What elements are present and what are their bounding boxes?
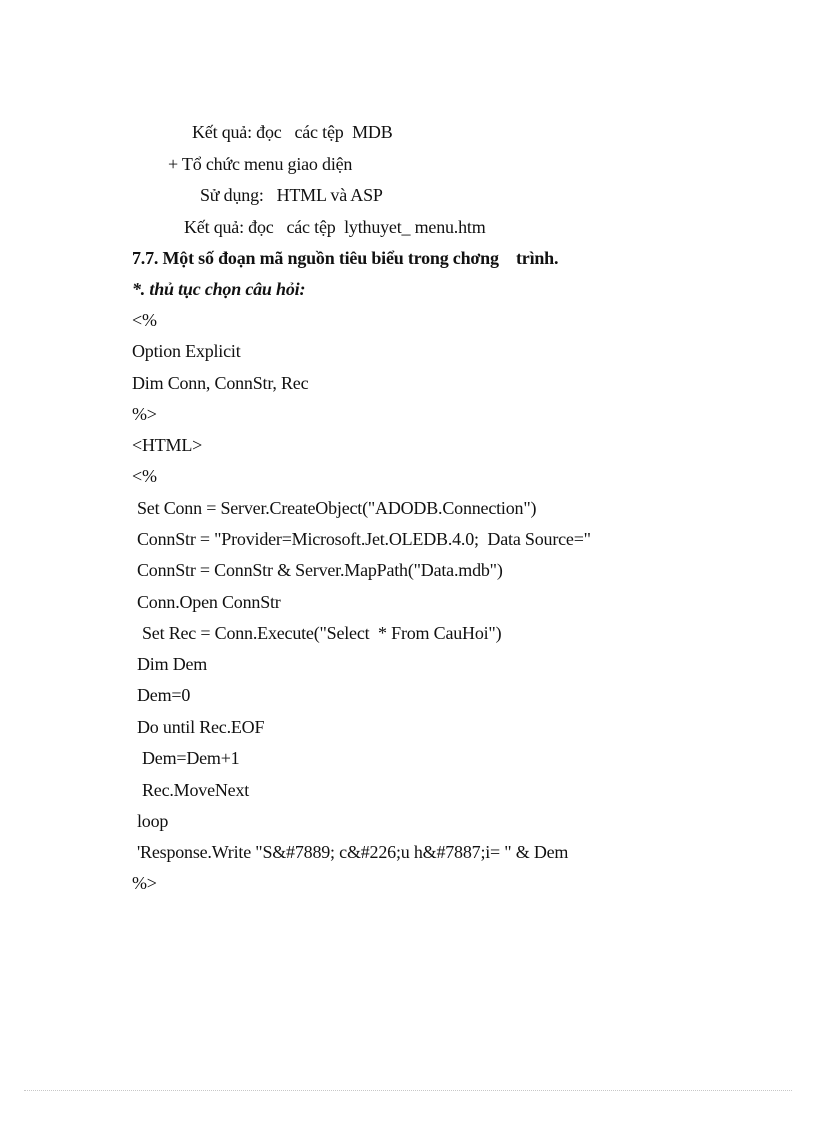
- code-line: Set Rec = Conn.Execute("Select * From CauHoi"): [142, 623, 502, 643]
- code-line: <%: [132, 310, 157, 330]
- result-line-menu: Kết quả: đọc các tệp lythuyet_ menu.htm: [184, 217, 486, 237]
- code-line: <%: [132, 466, 157, 486]
- code-line: Do until Rec.EOF: [137, 717, 265, 737]
- code-line: Dem=Dem+1: [142, 748, 240, 768]
- usage-line: Sử dụng: HTML và ASP: [200, 185, 383, 205]
- code-line: Dim Dem: [137, 654, 208, 674]
- code-line: Dem=0: [137, 685, 191, 705]
- code-line: Dim Conn, ConnStr, Rec: [132, 373, 309, 393]
- code-line: Rec.MoveNext: [142, 780, 250, 800]
- footer-divider: [24, 1090, 792, 1091]
- section-heading: 7.7. Một số đoạn mã nguồn tiêu biểu trong chơng trình.: [132, 248, 559, 268]
- menu-organization-line: + Tổ chức menu giao diện: [168, 154, 353, 174]
- code-line: Option Explicit: [132, 341, 241, 361]
- code-line: 'Response.Write "S&#7889; c&#226;u h&#7887;i= " & Dem: [137, 842, 569, 862]
- procedure-title: *. thủ tục chọn câu hỏi:: [132, 279, 306, 299]
- code-line: loop: [137, 811, 169, 831]
- result-line-mdb: Kết quả: đọc các tệp MDB: [192, 122, 393, 142]
- code-line: %>: [132, 873, 157, 893]
- code-line: Set Conn = Server.CreateObject("ADODB.Connection"): [137, 498, 537, 518]
- code-line: ConnStr = ConnStr & Server.MapPath("Data.mdb"): [137, 560, 503, 580]
- code-line: ConnStr = "Provider=Microsoft.Jet.OLEDB.4.0; Data Source=": [137, 529, 591, 549]
- code-line: <HTML>: [132, 435, 203, 455]
- code-line: Conn.Open ConnStr: [137, 592, 281, 612]
- code-line: %>: [132, 404, 157, 424]
